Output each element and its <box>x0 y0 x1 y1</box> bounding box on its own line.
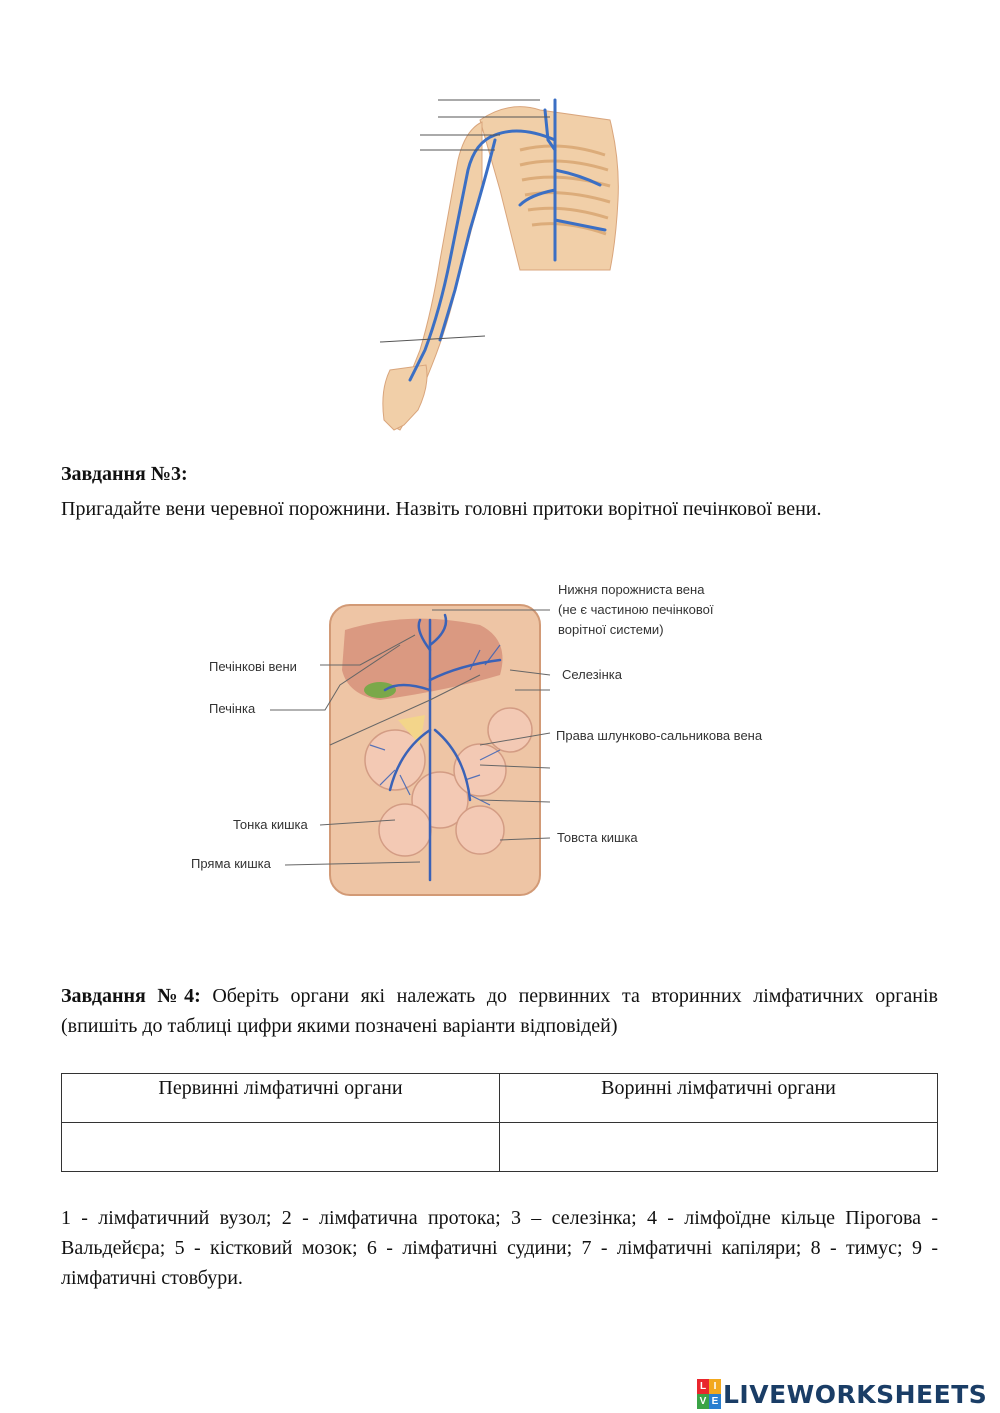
label-large-intestine: Товста кишка <box>557 830 638 845</box>
answer-options: 1 - лімфатичний вузол; 2 - лімфатична протока; 3 – селезінка; 4 - лімфоїдне кільце Пірогова - Вальдейєра; 5 - кістковий мозок; 6 - лімфатичні судини; 7 - лімфатичні капіляри; 8 - тимус; 9 - лімфатичні стовбури. <box>61 1207 938 1289</box>
logo-letter-v: V <box>697 1394 709 1409</box>
logo-letter-e: E <box>709 1394 721 1409</box>
task-3-text: Пригадайте вени черевної порожнини. Назвіть головні притоки ворітної печінкової вени. <box>61 498 822 520</box>
label-right-gastroepiploic: Права шлунково-сальникова вена <box>556 728 763 743</box>
liveworksheets-logo <box>697 1377 987 1411</box>
table-answer-row <box>62 1123 938 1172</box>
header-primary-organs: Первинні лімфатичні органи <box>62 1074 500 1123</box>
answer-cell-secondary[interactable] <box>500 1123 938 1172</box>
abdominal-veins-illustration <box>180 570 820 900</box>
label-spleen: Селезінка <box>562 667 622 682</box>
logo-squares-icon <box>697 1379 721 1409</box>
answer-table <box>61 1073 938 1172</box>
label-liver: Печінка <box>209 701 256 716</box>
label-ivc-3: ворітної системи) <box>558 622 664 637</box>
header-secondary-organs: Воринні лімфатичні органи <box>500 1074 938 1123</box>
task-4-title: Завдання №4: <box>61 985 201 1007</box>
logo-letter-i: I <box>709 1379 721 1394</box>
task-3-title: Завдання №3: <box>61 463 188 485</box>
task-4-text: Оберіть органи які належать до первинних та вторинних лімфатичних органів (впишіть до таблиці цифри якими позначені варіанти відповідей) <box>61 985 938 1037</box>
label-rectum: Пряма кишка <box>191 856 271 871</box>
label-small-intestine: Тонка кишка <box>233 817 308 832</box>
label-hepatic-veins: Печінкові вени <box>209 659 297 674</box>
arm-veins-illustration <box>370 80 640 440</box>
table-header-row <box>62 1074 938 1123</box>
label-ivc-1: Нижня порожниста вена <box>558 582 705 597</box>
logo-text: LIVEWORKSHEETS <box>723 1379 988 1409</box>
task-4-paragraph <box>61 981 938 1041</box>
label-ivc-2: (не є частиною печінкової <box>558 602 714 617</box>
answer-cell-primary[interactable] <box>62 1123 500 1172</box>
logo-letter-l: L <box>697 1379 709 1394</box>
